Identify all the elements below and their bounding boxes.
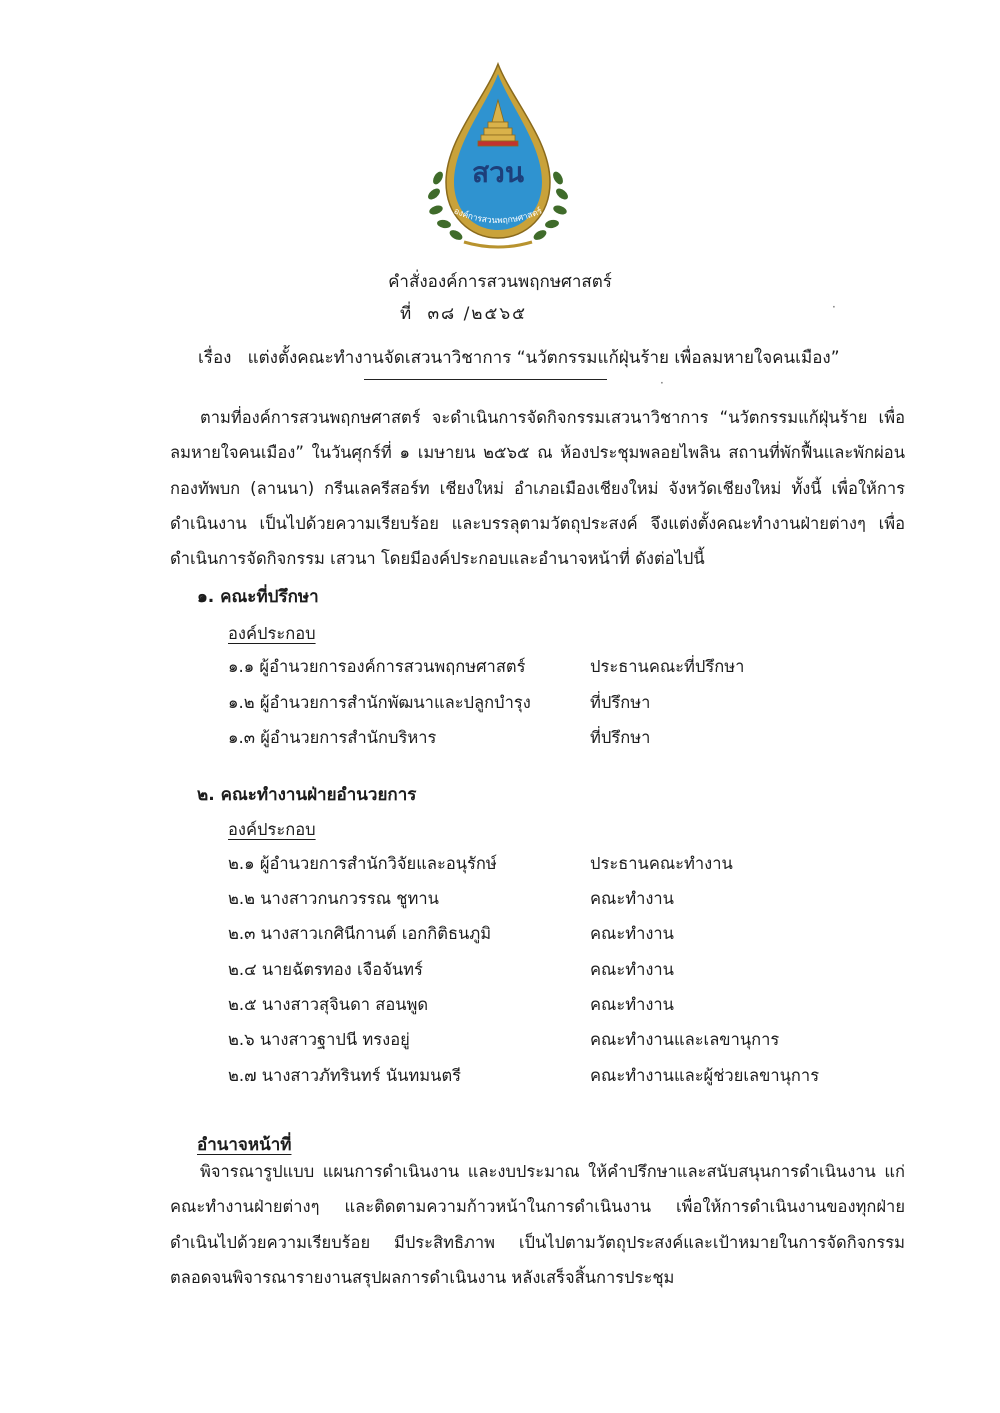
member-role: คณะทำงาน <box>590 960 674 979</box>
order-number-line <box>400 300 820 327</box>
member-role: คณะทำงาน <box>590 995 674 1014</box>
header-divider <box>364 379 607 380</box>
member-name: ๑.๑ ผู้อำนวยการองค์การสวนพฤกษศาสตร์ <box>228 657 526 676</box>
section-2-subtitle: องค์ประกอบ <box>228 820 316 839</box>
member-role: ที่ปรึกษา <box>590 728 651 747</box>
duties-text: พิจารณารูปแบบ แผนการดำเนินงาน และงบประมาณ ให้คำปรึกษาและสนับสนุนการดำเนินงาน แก่คณะทำงานฝ่ายต่างๆ และติดตามความก้าวหน้าในการดำเนินงาน เพื่อให้การดำเนินงานของทุกฝ่าย ดำเนินไปด้วยความเรียบร้อย มีประสิทธิภาพ เป็นไปตามวัตถุประสงค์และเป้าหมายในการจัดกิจกรรม ตลอดจนพิจารณารายงานสรุปผลการดำเนินงาน หลังเสร็จสิ้นการประชุม <box>170 1162 905 1287</box>
member-name: ๒.๕ นางสาวสุจินดา สอนพูด <box>228 995 429 1014</box>
order-subject-line <box>198 344 958 371</box>
emblem-caption: องค์การสวนพฤกษศาสตร์ <box>452 206 544 227</box>
member-name: ๒.๖ นางสาวฐาปนี ทรงอยู่ <box>228 1030 410 1049</box>
duties-paragraph <box>170 1154 905 1295</box>
member-role: คณะทำงาน <box>590 889 674 908</box>
member-role: คณะทำงานและผู้ช่วยเลขานุการ <box>590 1066 820 1085</box>
order-title: คำสั่งองค์การสวนพฤกษศาสตร์ <box>388 272 612 292</box>
scan-speck: · <box>832 300 836 314</box>
member-name: ๑.๒ ผู้อำนวยการสำนักพัฒนาและปลูกบำรุง <box>228 693 531 712</box>
member-name: ๒.๑ ผู้อำนวยการสำนักวิจัยและอนุรักษ์ <box>228 854 497 873</box>
subject-text: แต่งตั้งคณะทำงานจัดเสวนาวิชาการ “นวัตกรรมแก้ฝุ่นร้าย เพื่อลมหายใจคนเมือง” <box>247 348 840 368</box>
member-name: ๒.๔ นายฉัตรทอง เจือจันทร์ <box>228 960 423 979</box>
member-role: คณะทำงาน <box>590 924 674 943</box>
emblem-monogram: สวน <box>472 156 524 189</box>
scan-speck: · <box>660 376 664 390</box>
member-role: ที่ปรึกษา <box>590 693 651 712</box>
member-name: ๒.๒ นางสาวกนกวรรณ ชูทาน <box>228 889 439 908</box>
member-name: ๒.๓ นางสาวเกศินีกานต์ เอกกิติธนภูมิ <box>228 924 492 943</box>
duties-heading: อำนาจหน้าที่ <box>197 1135 292 1155</box>
section-2-title: ๒. คณะทำงานฝ่ายอำนวยการ <box>197 785 417 805</box>
subject-label: เรื่อง <box>198 348 232 368</box>
member-role: คณะทำงานและเลขานุการ <box>590 1030 780 1049</box>
member-role: ประธานคณะที่ปรึกษา <box>590 657 745 676</box>
member-name: ๑.๓ ผู้อำนวยการสำนักบริหาร <box>228 728 437 747</box>
intro-text: ตามที่องค์การสวนพฤกษศาสตร์ จะดำเนินการจัดกิจกรรมเสวนาวิชาการ “นวัตกรรมแก้ฝุ่นร้าย เพื่อลมหายใจคนเมือง” ในวันศุกร์ที่ ๑ เมษายน ๒๕๖๕ ณ ห้องประชุมพลอยไพลิน สถานที่พักฟื้นและพักผ่อน กองทัพบก (ลานนา) กรีนเลครีสอร์ท เชียงใหม่ อำเภอเมืองเชียงใหม่ จังหวัดเชียงใหม่ ทั้งนี้ เพื่อให้การดำเนินงาน เป็นไปด้วยความเรียบร้อย และบรรลุตามวัตถุประสงค์ จึงแต่งตั้งคณะทำงานฝ่ายต่างๆ เพื่อดำเนินการจัดกิจกรรม เสวนา โดยมีองค์ประกอบและอำนาจหน้าที่ ดังต่อไปนี้ <box>170 408 905 569</box>
organization-emblem-logo <box>424 60 572 255</box>
member-name: ๒.๗ นางสาวภัทรินทร์ นันทมนตรี <box>228 1066 462 1085</box>
order-number-prefix: ที่ <box>400 304 412 324</box>
member-role: ประธานคณะทำงาน <box>590 854 733 873</box>
order-number: ๓๘ /๒๕๖๕ <box>427 304 528 324</box>
section-1-subtitle: องค์ประกอบ <box>228 624 316 643</box>
intro-paragraph <box>170 400 905 576</box>
section-1-title: ๑. คณะที่ปรึกษา <box>197 587 319 607</box>
